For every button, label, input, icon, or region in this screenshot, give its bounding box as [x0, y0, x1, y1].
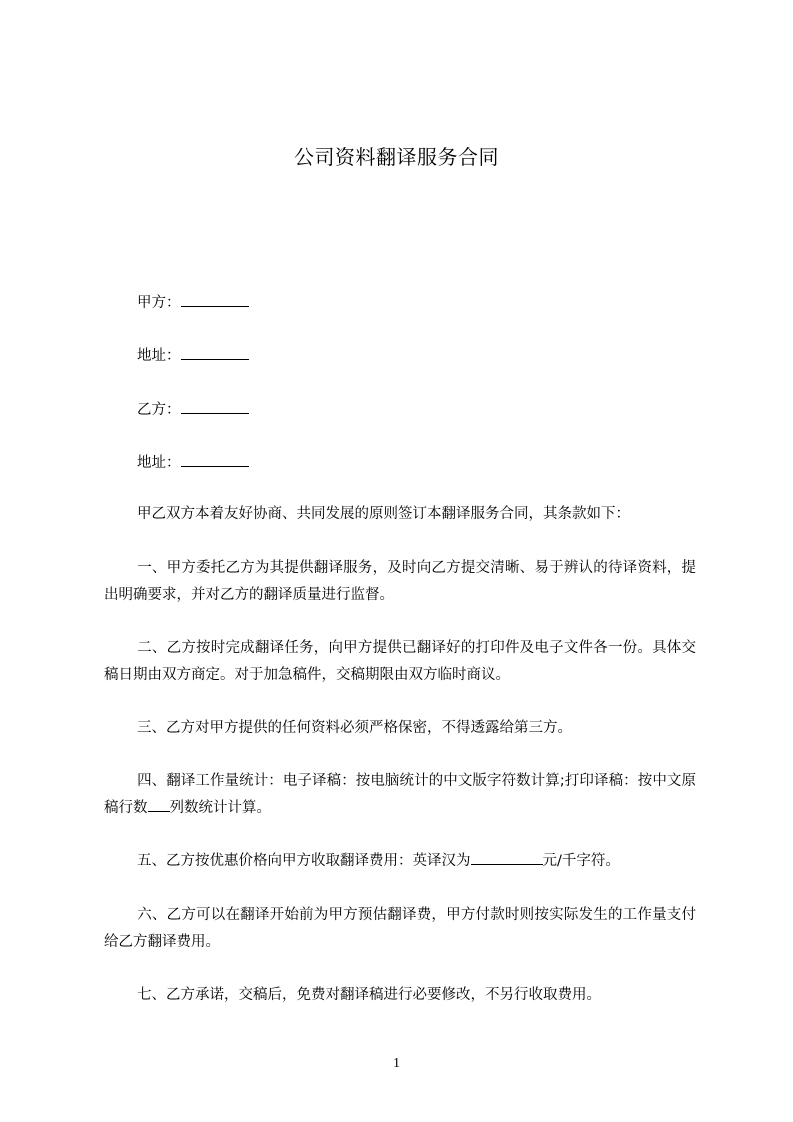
clause-1 [104, 555, 696, 609]
clause-6-text: 六、乙方可以在翻译开始前为甲方预估翻译费，甲方付款时则按实际发生的工作量支付给乙方翻译费用。 [104, 907, 696, 950]
document-title: 公司资料翻译服务合同 [294, 145, 499, 169]
clause-2-text: 二、乙方按时完成翻译任务，向甲方提供已翻译好的打印件及电子文件各一份。具体交稿日期由双方商定。对于加急稿件，交稿期限由双方临时商议。 [104, 640, 696, 683]
party-a-address-blank [181, 344, 249, 360]
page-number: 1 [393, 1056, 400, 1071]
clause-1-text: 一、甲方委托乙方为其提供翻译服务，及时向乙方提交清晰、易于辨认的待译资料，提出明确要求，并对乙方的翻译质量进行监督。 [104, 560, 696, 603]
clause-4-text-a: 四、翻译工作量统计：电子译稿：按电脑统计的中文版字符数计算;打印译稿：按中文原稿行数 [104, 773, 696, 816]
clause-6 [104, 902, 696, 956]
party-a-address-label: 地址： [137, 348, 181, 364]
party-b-address-blank [181, 451, 249, 467]
party-a-line [137, 291, 249, 313]
party-a-label: 甲方： [137, 295, 181, 311]
intro-text: 甲乙双方本着友好协商、共同发展的原则签订本翻译服务合同，其条款如下： [137, 506, 630, 522]
clause-4-text-b: 列数统计计算。 [169, 800, 271, 816]
clause-3-text: 三、乙方对甲方提供的任何资料必须严格保密，不得透露给第三方。 [137, 720, 572, 736]
party-b-address-line [137, 451, 249, 473]
party-b-label: 乙方： [137, 402, 181, 418]
clause-2 [104, 635, 696, 689]
clause-3 [104, 715, 696, 742]
party-b-address-label: 地址： [137, 455, 181, 471]
clause-5-text-b: 元/千字符。 [542, 853, 620, 869]
clause-4 [104, 768, 696, 822]
clause-5-blank [471, 849, 543, 865]
party-b-line [137, 398, 249, 420]
intro-paragraph [104, 501, 696, 528]
clause-5-text-a: 五、乙方按优惠价格向甲方收取翻译费用：英译汉为 [137, 853, 471, 869]
clause-4-blank [148, 796, 170, 812]
party-a-blank [181, 291, 249, 307]
party-b-blank [181, 398, 249, 414]
clause-5 [104, 848, 696, 875]
party-a-address-line [137, 344, 249, 366]
clause-7-text: 七、乙方承诺，交稿后，免费对翻译稿进行必要修改，不另行收取费用。 [137, 987, 601, 1003]
clause-7 [104, 982, 696, 1009]
